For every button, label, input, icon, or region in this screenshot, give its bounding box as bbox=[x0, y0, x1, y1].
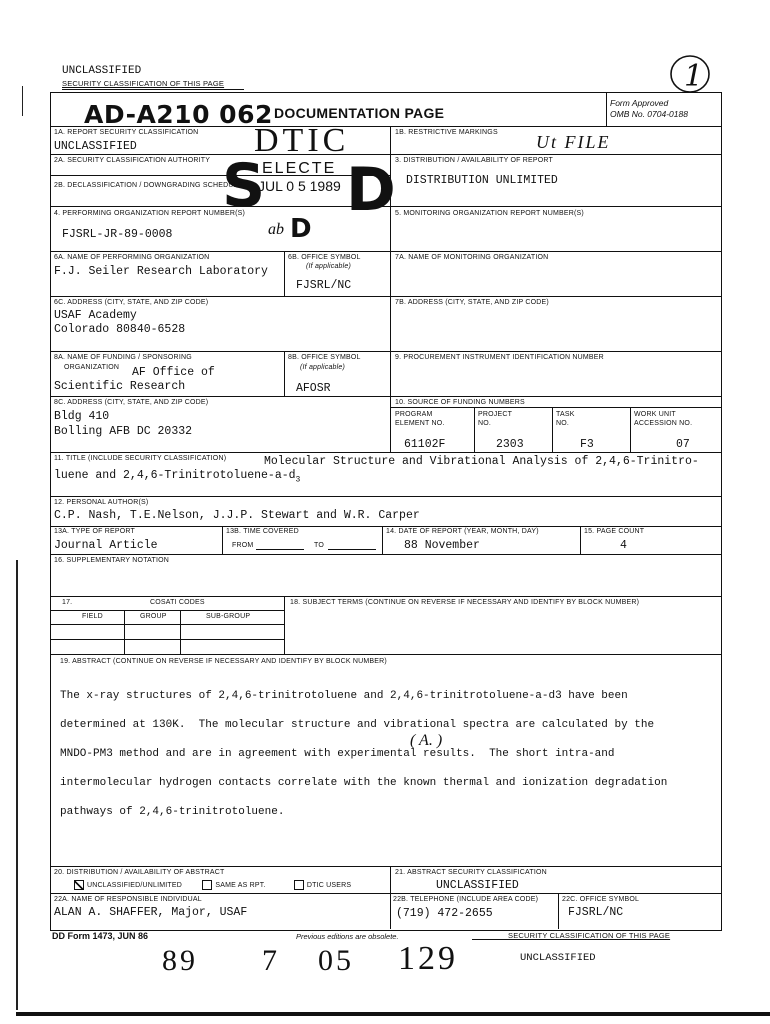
field-9-label: 9. PROCUREMENT INSTRUMENT IDENTIFICATION NUMBER bbox=[395, 354, 604, 361]
col-divider bbox=[284, 596, 285, 654]
field-3-value: DISTRIBUTION UNLIMITED bbox=[406, 174, 558, 187]
field-17-label: 17. bbox=[62, 599, 73, 606]
row-line bbox=[50, 639, 284, 640]
field-13a-value: Journal Article bbox=[54, 539, 158, 552]
field-10-label: 10. SOURCE OF FUNDING NUMBERS bbox=[395, 399, 525, 406]
row-line bbox=[50, 206, 722, 207]
field-1b-label: 1B. RESTRICTIVE MARKINGS bbox=[395, 129, 498, 136]
row-line bbox=[50, 526, 722, 527]
row-line bbox=[50, 654, 722, 655]
row-line bbox=[50, 610, 284, 611]
scan-edge-bottom bbox=[16, 1012, 770, 1016]
row-line bbox=[50, 596, 722, 597]
to-line bbox=[328, 549, 376, 550]
workunit-label-line2: ACCESSION NO. bbox=[634, 420, 693, 427]
field-11-value-line1: Molecular Structure and Vibrational Analysis of 2,4,6-Trinitro- bbox=[264, 455, 699, 468]
abstract-line-2: determined at 130K. The molecular structure and vibrational spectra are calculated by the bbox=[60, 718, 655, 731]
col-divider bbox=[552, 407, 553, 452]
field-8a-label-line2: ORGANIZATION bbox=[64, 364, 120, 371]
field-16-label: 16. SUPPLEMENTARY NOTATION bbox=[54, 557, 170, 564]
checkbox-dtic-users[interactable] bbox=[294, 880, 304, 890]
scan-edge-left bbox=[16, 560, 18, 1010]
row-line bbox=[50, 175, 390, 176]
previous-editions-note: Previous editions are obsolete. bbox=[296, 932, 399, 941]
row-line bbox=[50, 251, 722, 252]
workunit-label: WORK UNIT bbox=[634, 411, 676, 418]
field-1a-value: UNCLASSIFIED bbox=[54, 140, 137, 153]
col-divider bbox=[580, 526, 581, 554]
col-divider bbox=[474, 407, 475, 452]
abstract-handwriting: ( A. ) bbox=[410, 732, 443, 749]
field-6c-value-line1: USAF Academy bbox=[54, 309, 137, 322]
field-2a-label: 2A. SECURITY CLASSIFICATION AUTHORITY bbox=[54, 157, 211, 164]
col-divider bbox=[630, 407, 631, 452]
accession-number-2: 7 bbox=[262, 944, 277, 977]
omb-number: OMB No. 0704-0188 bbox=[610, 109, 688, 119]
stamp-letter-s: S bbox=[222, 151, 266, 221]
dtic-stamp: DTIC bbox=[254, 122, 350, 159]
project-value: 2303 bbox=[496, 438, 524, 451]
program-value: 61102F bbox=[404, 438, 446, 451]
classification-top: UNCLASSIFIED bbox=[62, 65, 142, 77]
row-line bbox=[50, 624, 284, 625]
scan-mark bbox=[22, 86, 23, 116]
field-22b-value: (719) 472-2655 bbox=[396, 907, 493, 920]
field-2b-label: 2B. DECLASSIFICATION / DOWNGRADING SCHEDULE bbox=[54, 182, 243, 189]
field-8a-value-line1: AF Office of bbox=[132, 366, 215, 379]
ad-number: AD-A210 062 bbox=[84, 100, 273, 129]
cosati-field-header: FIELD bbox=[82, 613, 103, 620]
col-divider bbox=[558, 893, 559, 929]
project-label-line2: NO. bbox=[478, 420, 492, 427]
form-id: DD Form 1473, JUN 86 bbox=[52, 931, 149, 941]
svg-text:1: 1 bbox=[684, 59, 704, 94]
project-label: PROJECT bbox=[478, 411, 513, 418]
col-divider bbox=[382, 526, 383, 554]
task-value: F3 bbox=[580, 438, 594, 451]
stamp-letter-d-small: D bbox=[290, 214, 312, 244]
field-14-value: 88 November bbox=[404, 539, 480, 552]
accession-number-3: 05 bbox=[318, 944, 354, 977]
abstract-line-3: MNDO-PM3 method and are in agreement with experimental results. The short intra-and bbox=[60, 747, 615, 760]
field-8c-value-line1: Bldg 410 bbox=[54, 410, 110, 423]
field-3-label: 3. DISTRIBUTION / AVAILABILITY OF REPORT bbox=[395, 157, 554, 164]
stamp-date: JUL 0 5 1989 bbox=[258, 178, 341, 194]
field-6b-sub: (If applicable) bbox=[306, 263, 352, 270]
field-22a-label: 22A. NAME OF RESPONSIBLE INDIVIDUAL bbox=[54, 896, 202, 903]
field-7a-label: 7A. NAME OF MONITORING ORGANIZATION bbox=[395, 254, 549, 261]
electe-stamp: ELECTE bbox=[262, 160, 337, 177]
field-6b-label: 6B. OFFICE SYMBOL bbox=[288, 254, 361, 261]
field-22b-label: 22B. TELEPHONE (INCLUDE AREA CODE) bbox=[393, 896, 539, 903]
center-divider bbox=[390, 126, 391, 452]
row-line bbox=[50, 893, 722, 894]
col-divider bbox=[284, 351, 285, 396]
field-22c-label: 22C. OFFICE SYMBOL bbox=[562, 896, 640, 903]
field-6a-label: 6A. NAME OF PERFORMING ORGANIZATION bbox=[54, 254, 210, 261]
task-label: TASK bbox=[556, 411, 575, 418]
row-line bbox=[50, 396, 722, 397]
field-6b-value: FJSRL/NC bbox=[296, 279, 352, 292]
field-5-label: 5. MONITORING ORGANIZATION REPORT NUMBER(S) bbox=[395, 210, 584, 217]
row-line bbox=[50, 126, 722, 127]
program-label-line2: ELEMENT NO. bbox=[395, 420, 445, 427]
field-12-label: 12. PERSONAL AUTHOR(S) bbox=[54, 499, 149, 506]
row-line bbox=[50, 154, 390, 155]
field-13b-label: 13B. TIME COVERED bbox=[226, 528, 299, 535]
field-14-label: 14. DATE OF REPORT (YEAR, MONTH, DAY) bbox=[386, 528, 539, 535]
field-11-label: 11. TITLE (INCLUDE SECURITY CLASSIFICATION) bbox=[54, 455, 227, 462]
field-8b-sub: (If applicable) bbox=[300, 364, 346, 371]
field-22a-value: ALAN A. SHAFFER, Major, USAF bbox=[54, 906, 248, 919]
row-line bbox=[390, 407, 722, 408]
field-8b-label: 8B. OFFICE SYMBOL bbox=[288, 354, 361, 361]
handwritten-file-mark: Ut FILE bbox=[536, 132, 611, 152]
cosati-codes-label: COSATI CODES bbox=[150, 599, 205, 606]
field-6c-label: 6C. ADDRESS (CITY, STATE, AND ZIP CODE) bbox=[54, 299, 209, 306]
field-8b-value: AFOSR bbox=[296, 382, 331, 395]
field-21-value: UNCLASSIFIED bbox=[436, 879, 519, 892]
field-8a-value-line2: Scientific Research bbox=[54, 380, 186, 393]
footer-classification: UNCLASSIFIED bbox=[520, 952, 596, 964]
checkbox-same-as-rpt[interactable] bbox=[202, 880, 212, 890]
field-4-value: FJSRL-JR-89-0008 bbox=[62, 228, 173, 241]
security-classification-label: SECURITY CLASSIFICATION OF THIS PAGE bbox=[62, 79, 225, 88]
task-label-line2: NO. bbox=[556, 420, 570, 427]
abstract-line-4: intermolecular hydrogen contacts correlate with the known thermal and ionization degradation bbox=[60, 776, 668, 789]
field-4-label: 4. PERFORMING ORGANIZATION REPORT NUMBER(S) bbox=[54, 210, 246, 217]
field-15-value: 4 bbox=[620, 539, 627, 552]
field-21-label: 21. ABSTRACT SECURITY CLASSIFICATION bbox=[395, 869, 547, 876]
field-8c-value-line2: Bolling AFB DC 20332 bbox=[54, 425, 193, 438]
field-13b-to: TO bbox=[314, 542, 324, 549]
cosati-subgroup-header: SUB-GROUP bbox=[206, 613, 251, 620]
abstract-text bbox=[60, 674, 667, 834]
page-number-mark bbox=[668, 52, 710, 92]
abstract-line-1: The x-ray structures of 2,4,6-trinitrotoluene and 2,4,6-trinitrotoluene-a-d3 have been bbox=[60, 689, 628, 702]
field-7b-label: 7B. ADDRESS (CITY, STATE, AND ZIP CODE) bbox=[395, 299, 549, 306]
center-divider bbox=[390, 866, 391, 929]
field-19-label: 19. ABSTRACT (CONTINUE ON REVERSE IF NECESSARY AND IDENTIFY BY BLOCK NUMBER) bbox=[60, 658, 387, 665]
col-divider bbox=[180, 610, 181, 654]
field-12-value: C.P. Nash, T.E.Nelson, J.J.P. Stewart and W.R. Carper bbox=[54, 509, 420, 522]
row-line bbox=[50, 296, 722, 297]
field-11-value-line2: luene and $2,4,6-Trinitrotoluene-a-d_3$ bbox=[54, 469, 301, 485]
field-6a-value: F.J. Seiler Research Laboratory bbox=[54, 265, 268, 278]
field-15-label: 15. PAGE COUNT bbox=[584, 528, 645, 535]
field-13a-label: 13A. TYPE OF REPORT bbox=[54, 528, 135, 535]
from-line bbox=[256, 549, 304, 550]
field-18-label: 18. SUBJECT TERMS (CONTINUE ON REVERSE IF NECESSARY AND IDENTIFY BY BLOCK NUMBER) bbox=[290, 599, 640, 606]
footer-security-classification-label: SECURITY CLASSIFICATION OF THIS PAGE bbox=[508, 931, 671, 940]
accession-number-1: 89 bbox=[162, 944, 198, 977]
abstract-line-5: pathways of 2,4,6-trinitrotoluene. bbox=[60, 805, 285, 818]
row-line bbox=[390, 154, 722, 155]
field-13b-from: FROM bbox=[232, 542, 254, 549]
field-20-label: 20. DISTRIBUTION / AVAILABILITY OF ABSTRACT bbox=[54, 869, 225, 876]
stamp-letter-d: D bbox=[346, 155, 396, 225]
field-1a-label: 1A. REPORT SECURITY CLASSIFICATION bbox=[54, 129, 199, 136]
cosati-group-header: GROUP bbox=[140, 613, 167, 620]
row-line bbox=[50, 554, 722, 555]
field-6c-value-line2: Colorado 80840-6528 bbox=[54, 323, 186, 336]
col-divider bbox=[124, 610, 125, 654]
field-20-options: UNCLASSIFIED/UNLIMITED SAME AS RPT. DTIC USERS bbox=[74, 880, 351, 890]
col-divider bbox=[284, 251, 285, 296]
workunit-value: 07 bbox=[676, 438, 690, 451]
row-line bbox=[50, 452, 722, 453]
row-line bbox=[50, 496, 722, 497]
col-divider bbox=[222, 526, 223, 554]
header-underline bbox=[62, 89, 244, 90]
form-title: DOCUMENTATION PAGE bbox=[274, 105, 445, 121]
row-line bbox=[50, 866, 722, 867]
stamp-initials: ab bbox=[268, 221, 284, 238]
field-22c-value: FJSRL/NC bbox=[568, 906, 624, 919]
form-approved: Form Approved bbox=[610, 98, 669, 108]
accession-number-4: 129 bbox=[398, 940, 458, 977]
checkbox-unclassified-unlimited[interactable] bbox=[74, 880, 84, 890]
program-label: PROGRAM bbox=[395, 411, 433, 418]
footer-rule bbox=[472, 939, 508, 940]
form-approved-divider bbox=[606, 92, 607, 126]
row-line bbox=[50, 351, 722, 352]
field-8a-label: 8A. NAME OF FUNDING / SPONSORING bbox=[54, 354, 192, 361]
field-8c-label: 8C. ADDRESS (CITY, STATE, AND ZIP CODE) bbox=[54, 399, 209, 406]
